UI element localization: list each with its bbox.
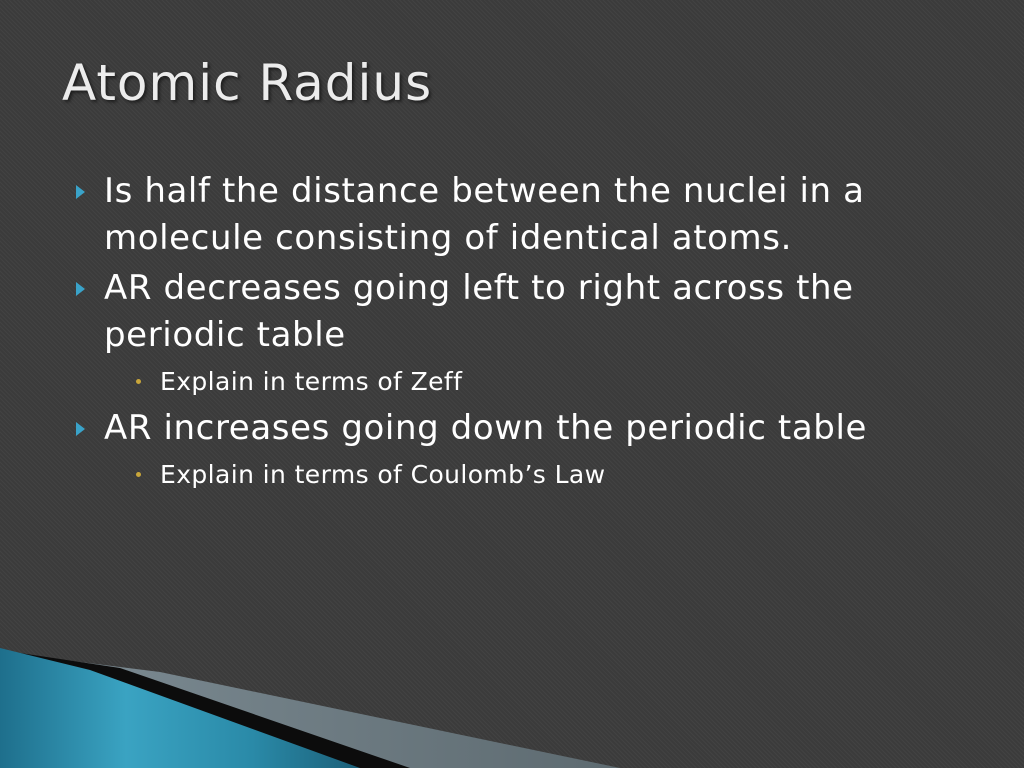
bullet-text: AR decreases going left to right across the periodic table	[104, 268, 854, 355]
sub-bullet-text: Explain in terms of Zeff	[160, 367, 463, 396]
bullet-text: Is half the distance between the nuclei in a molecule consisting of identical atoms.	[104, 171, 865, 258]
sub-bullet-text: Explain in terms of Coulomb’s Law	[160, 460, 606, 489]
bullet-text: AR increases going down the periodic table	[104, 408, 868, 448]
slide-title: Atomic Radius	[62, 54, 433, 112]
